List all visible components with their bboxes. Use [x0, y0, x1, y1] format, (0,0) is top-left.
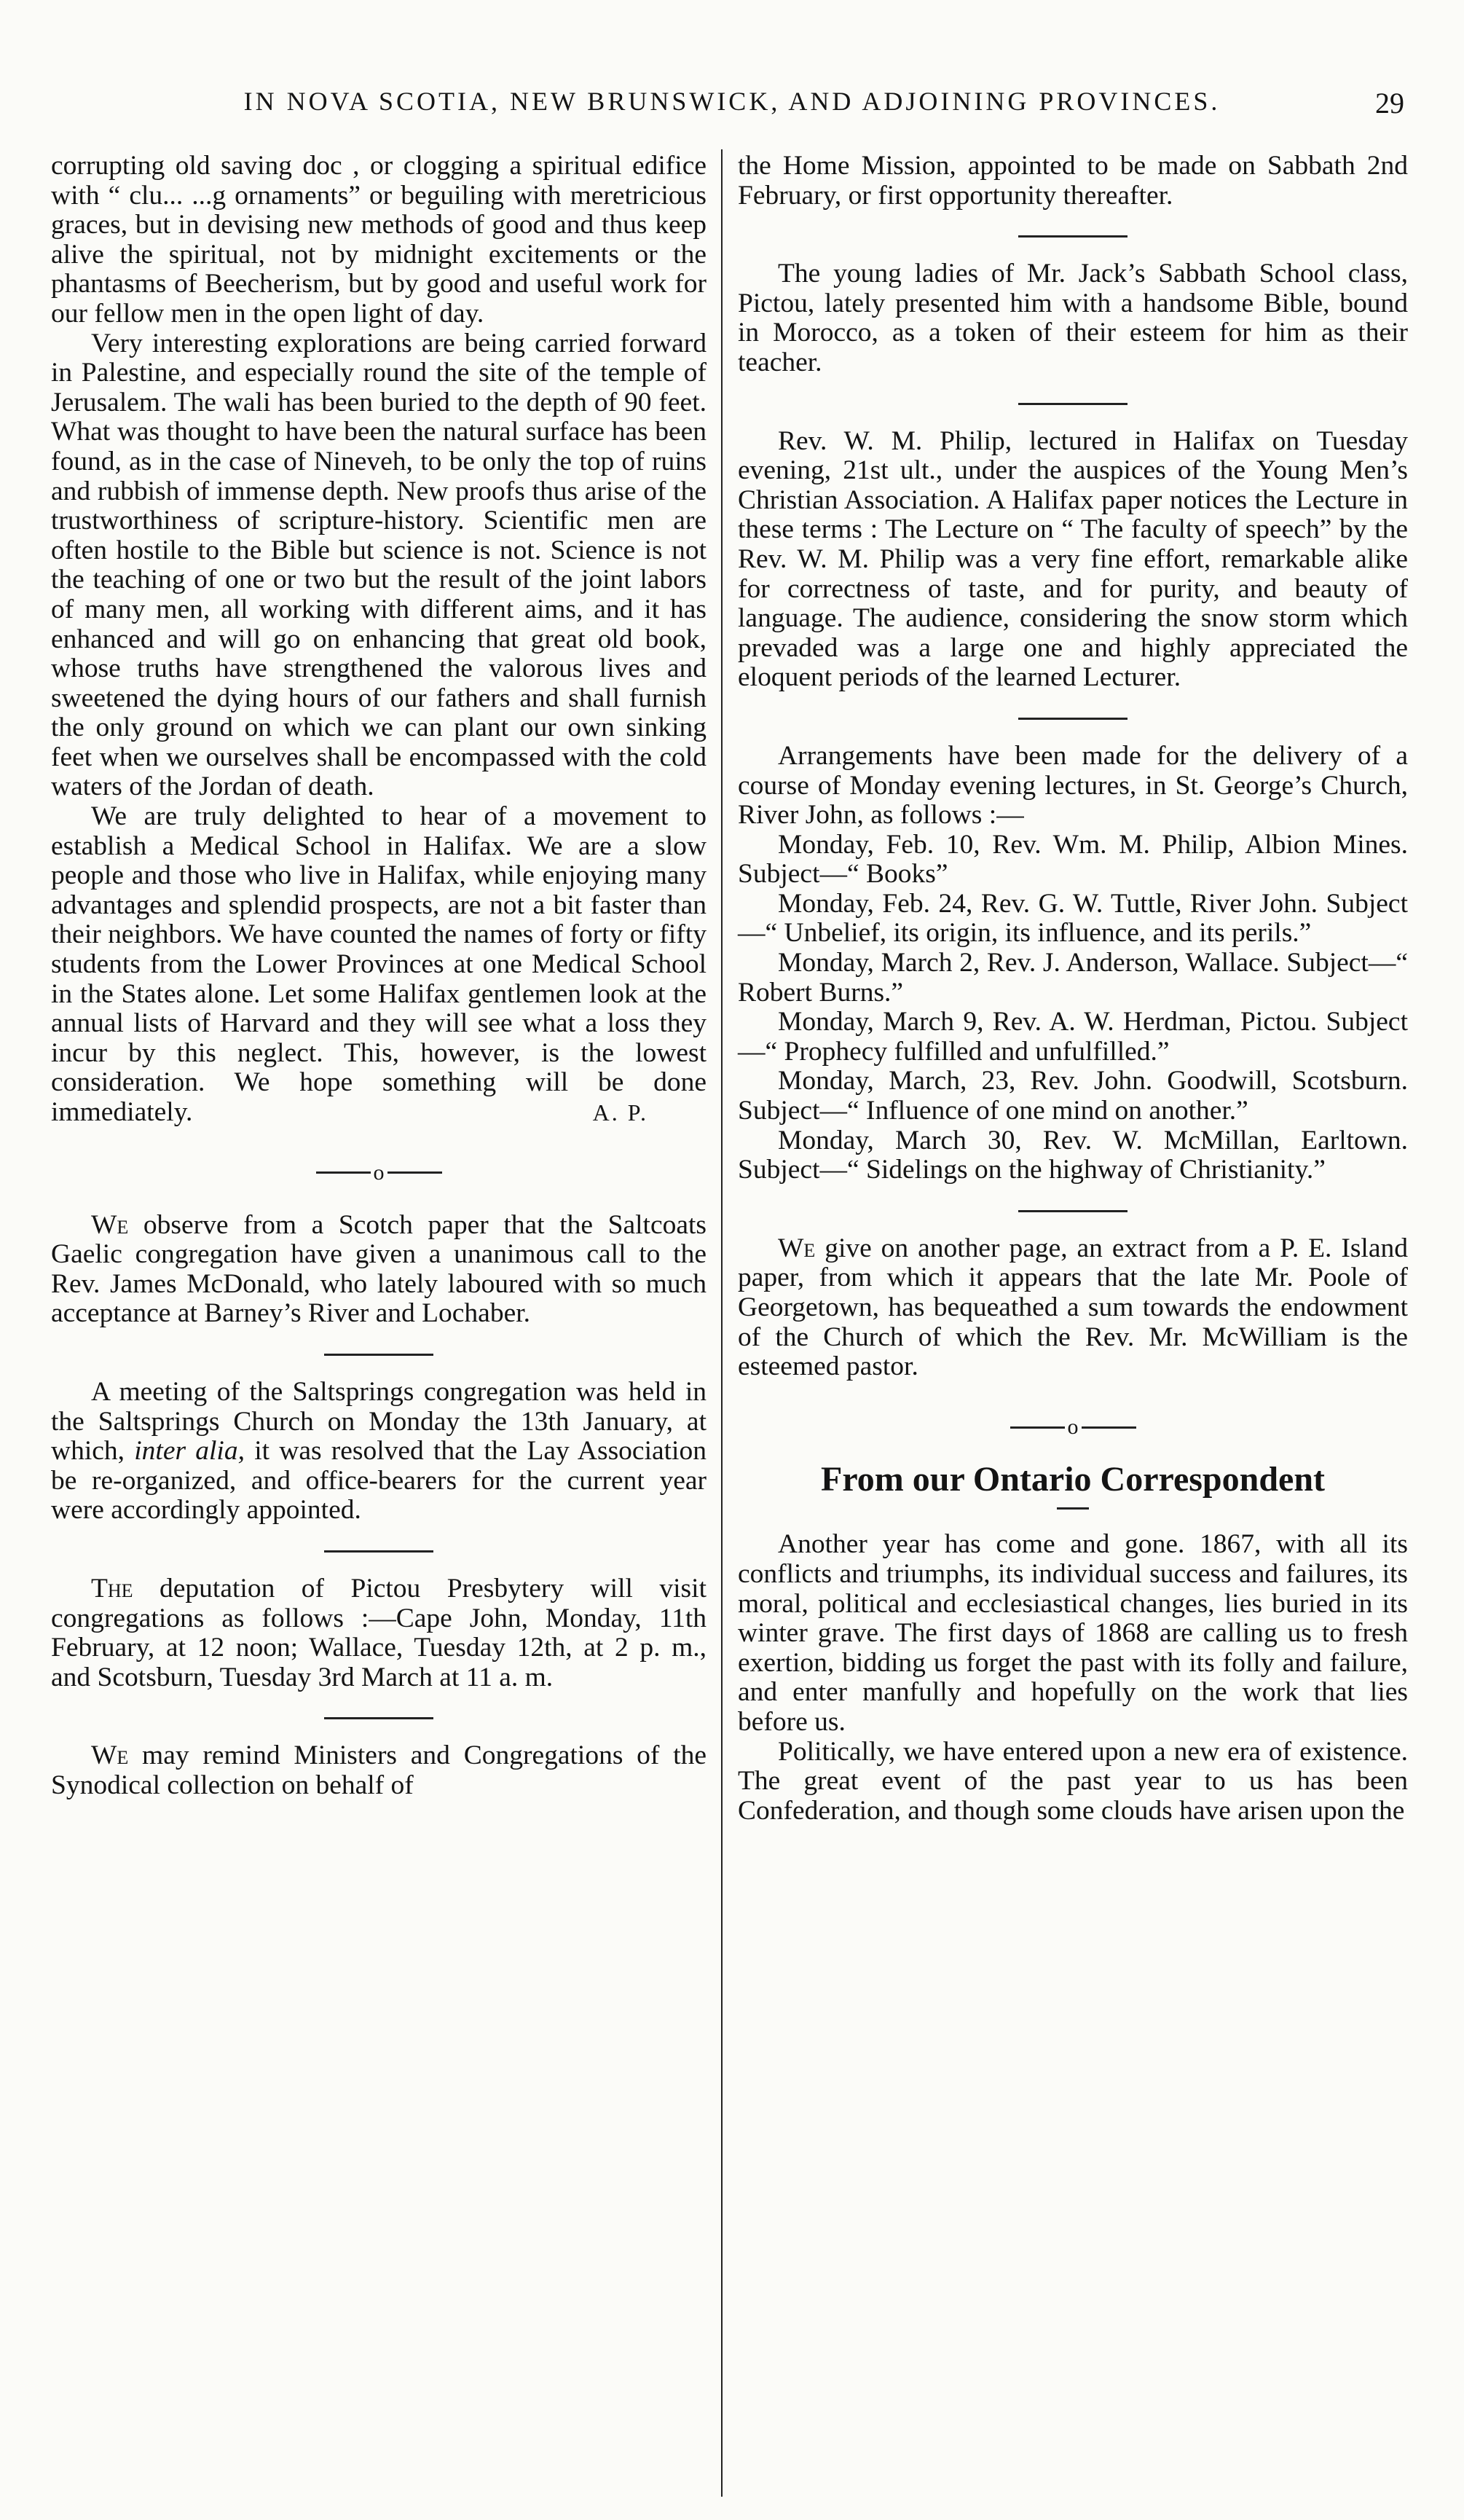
left-column	[51, 152, 707, 1801]
paragraph-bible-gift: The young ladies of Mr. Jack’s Sabbath School class, Pictou, lately presented him with a handsome Bible, bound in Morocco, as a token of their esteem for him as their teacher.	[738, 259, 1408, 377]
short-rule	[324, 1354, 433, 1356]
short-rule	[1018, 403, 1127, 405]
lecture-item: Monday, March, 23, Rev. John. Goodwill, Scotsburn. Subject—“ Influence of one mind on another.”	[738, 1066, 1408, 1126]
paragraph-saltcoats	[51, 1211, 707, 1329]
lead-word: We	[778, 1233, 816, 1263]
paragraph-medical-school	[51, 802, 707, 1128]
heading-dash	[1057, 1507, 1089, 1510]
paragraph-saltsprings	[51, 1378, 707, 1526]
italic-phrase: inter alia,	[134, 1436, 245, 1467]
section-separator: o	[51, 1157, 707, 1189]
page-header	[0, 86, 1464, 130]
page-number: 29	[1375, 87, 1404, 119]
lecture-list	[738, 831, 1408, 1185]
paragraph-deputation	[51, 1574, 707, 1692]
paragraph-synodical	[51, 1741, 707, 1800]
section-heading: From our Ontario Correspondent	[821, 1459, 1325, 1499]
short-rule	[1018, 235, 1127, 238]
paragraph-deputation-text: deputation of Pictou Presbytery will visit congregations as follows :—Cape John, Monday, 11th February, at 12 noon; Wallace, Tuesday 12th, at 2 p. m., and Scotsburn, Tuesday 3rd March at 11 a. m.	[51, 1573, 707, 1692]
paragraph-arrangements: Arrangements have been made for the delivery of a course of Monday evening lectures, in St. George’s Church, River John, as follows :—	[738, 740, 1408, 831]
paragraph-saltcoats-text: observe from a Scotch paper that the Saltcoats Gaelic congregation have given a unanimous call to the Rev. James McDonald, who lately laboured with so much acceptance at Barney’s River and Lochaber.	[51, 1209, 707, 1329]
paragraph-saltsprings-text-b: it was resolved that the Lay Association be re-organized, and office-bearers for the current year were accordingly appointed.	[51, 1436, 707, 1526]
right-column	[738, 152, 1408, 1826]
lecture-item: Monday, Feb. 24, Rev. G. W. Tuttle, River John. Subject—“ Unbelief, its origin, its influence, and its perils.”	[738, 888, 1408, 949]
short-rule	[1018, 1210, 1127, 1212]
paragraph-pei-extract	[738, 1234, 1408, 1382]
lecture-item: Monday, Feb. 10, Rev. Wm. M. Philip, Albion Mines. Subject—“ Books”	[738, 829, 1408, 890]
lecture-item: Monday, March 2, Rev. J. Anderson, Wallace. Subject—“ Robert Burns.”	[738, 948, 1408, 1008]
paragraph-saltsprings-text-a: A meeting of the Saltsprings congregation was held in the Saltsprings Church on Monday the 13th January, at which,	[51, 1376, 707, 1467]
lead-word: We	[91, 1209, 129, 1240]
short-rule	[324, 1717, 433, 1719]
author-initials: A. P.	[592, 1099, 648, 1126]
paragraph-medical-school-text: We are truly delighted to hear of a movement to establish a Medical School in Halifax. We are a slow people and those who live in Halifax, while enjoying many advantages and splendid prospects, are not a bit faster than their neighbors. We have counted the names of forty or fifty students from the Lower Provinces at one Medical School in the States alone. Let some Halifax gentlemen look at the annual lists of Harvard and they will see what a loss they incur by this neglect. This, however, is the lowest consideration. We hope something will be done immediately.	[51, 801, 707, 1127]
short-rule	[1018, 718, 1127, 720]
lecture-item: Monday, March 9, Rev. A. W. Herdman, Pictou. Subject—“ Prophecy fulfilled and unfulfilled.”	[738, 1007, 1408, 1067]
lead-word: We	[91, 1740, 129, 1771]
lead-word: The	[91, 1573, 133, 1604]
paragraph-new-year: Another year has come and gone. 1867, with all its conflicts and triumphs, its individual success and failures, its moral, political and ecclesiastical changes, lies buried in its winter grave. The first days of 1868 are calling us to fresh exertion, bidding us forget the past with its folly and failure, and enter manfully and hopefully on the work that lies before us.	[738, 1529, 1408, 1737]
section-separator: o	[738, 1411, 1408, 1443]
running-title: IN NOVA SCOTIA, NEW BRUNSWICK, AND ADJOINING PROVINCES.	[243, 87, 1221, 116]
paragraph-philip-lecture: Rev. W. M. Philip, lectured in Halifax on Tuesday evening, 21st ult., under the auspices of the Young Men’s Christian Association. A Halifax paper notices the Lecture in these terms : The Lecture on “ The faculty of speech” by the Rev. W. M. Philip was a very fine effort, remarkable alike for correctness of taste, and for purity, and beauty of language. The audience, considering the snow storm which prevaded was a large one and highly appreciated the eloquent periods of the learned Lecturer.	[738, 425, 1408, 693]
paragraph-pei-extract-text: give on another page, an extract from a P. E. Island paper, from which it appears that the late Mr. Poole of Georgetown, has bequeathed a sum towards the endowment of the Church of which the Rev. Mr. McWilliam is the esteemed pastor.	[738, 1233, 1408, 1382]
paragraph-home-mission: the Home Mission, appointed to be made on Sabbath 2nd February, or first opportunity thereafter.	[738, 151, 1408, 211]
paragraph-continuation: corrupting old saving doc , or clogging a spiritual edifice with “ clu... ...g ornaments” or beguiling with meretricious graces, but in devising new methods of good and thus keep alive the spiritual, not by midnight excitements or the phantasms of Beecherism, but by good and useful work for our fellow men in the open light of day.	[51, 151, 707, 329]
paragraph-politically: Politically, we have entered upon a new era of existence. The great event of the past year to us has been Confederation, and though some clouds have arisen upon the	[738, 1736, 1408, 1826]
paragraph-synodical-text: may remind Ministers and Congregations of the Synodical collection on behalf of	[51, 1740, 707, 1800]
short-rule	[324, 1550, 433, 1553]
paragraph-palestine: Very interesting explorations are being carried forward in Palestine, and especially round the site of the temple of Jerusalem. The wali has been buried to the depth of 90 feet. What was thought to have been the natural surface has been found, as in the case of Nineveh, to be only the top of ruins and rubbish of immense depth. New proofs thus arise of the trustworthiness of scripture-history. Scientific men are often hostile to the Bible but science is not. Science is not the teaching of one or two but the result of the joint labors of many men, all working with different aims, and it has enhanced and will go on enhancing that great old book, whose truths have strengthened the valorous lives and sweetened the dying hours of our fathers and shall furnish the only ground on which we can plant our own sinking feet when we ourselves shall be encompassed with the cold waters of the Jordan of death.	[51, 328, 707, 802]
lecture-item: Monday, March 30, Rev. W. McMillan, Earltown. Subject—“ Sidelings on the highway of Christianity.”	[738, 1125, 1408, 1185]
column-divider	[721, 149, 723, 2497]
